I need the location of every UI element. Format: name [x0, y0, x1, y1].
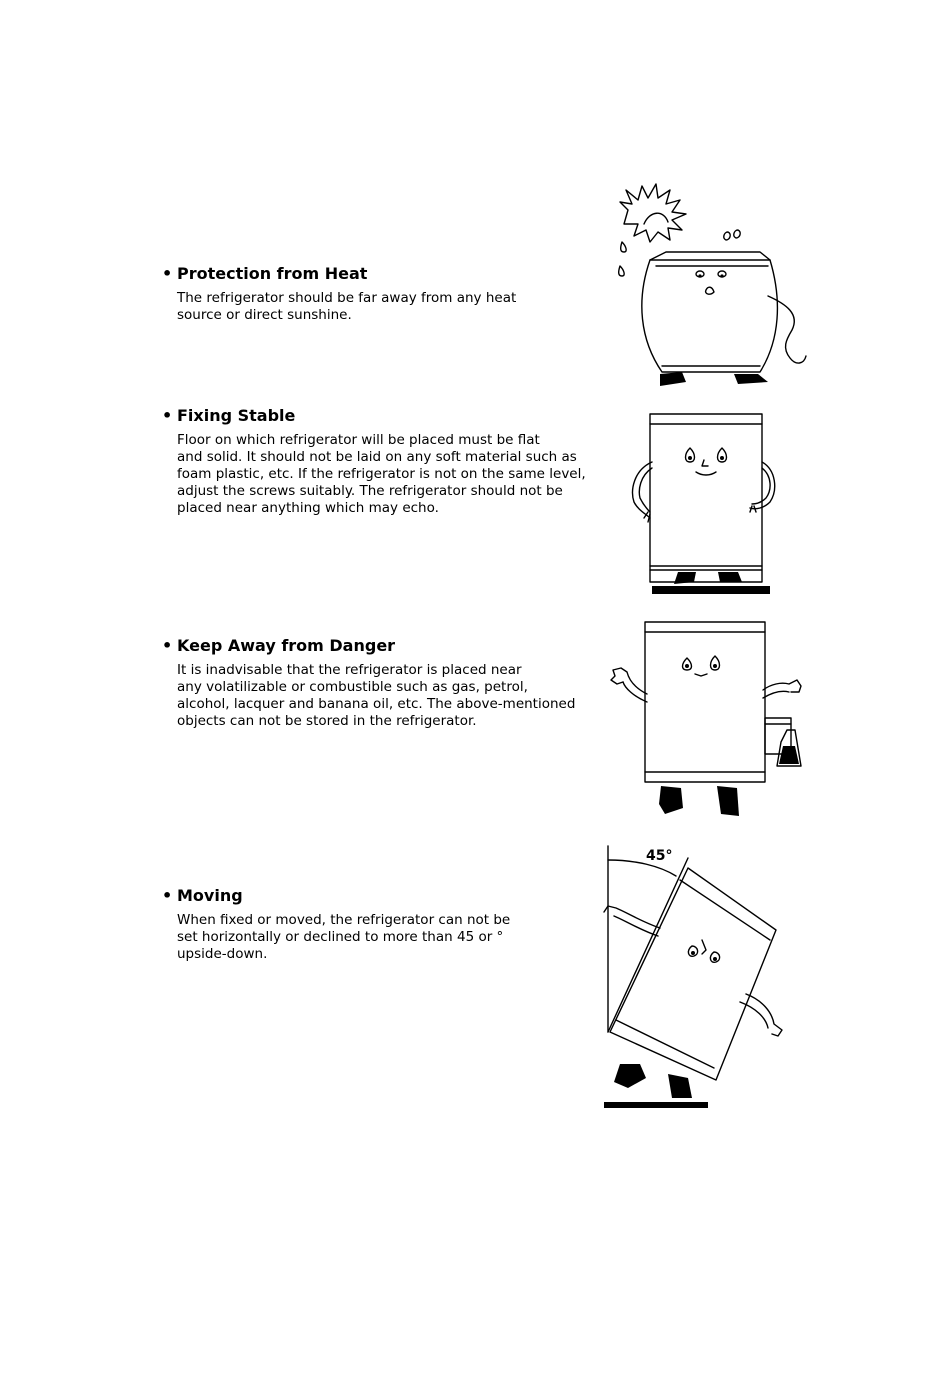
- heading-text: Moving: [177, 886, 243, 905]
- tilted-fridge-illustration: [596, 836, 796, 1112]
- section-body: [177, 290, 570, 324]
- section-heading: [160, 264, 570, 284]
- body-line: upside-down.: [177, 946, 268, 962]
- bullet: •: [162, 406, 173, 425]
- section-body: [177, 662, 576, 730]
- body-line: and solid. It should not be laid on any soft material such as: [177, 449, 577, 465]
- heading-text: Protection from Heat: [177, 264, 368, 283]
- section-keep-away-from-danger: [160, 636, 576, 730]
- angle-label: 45°: [646, 848, 673, 864]
- bullet: •: [162, 636, 173, 655]
- section-body: [177, 432, 586, 517]
- section-heading: [160, 886, 570, 906]
- section-fixing-stable: [160, 406, 586, 517]
- section-body: [177, 912, 570, 963]
- section-heading: [160, 636, 570, 656]
- body-line: placed near anything which may echo.: [177, 500, 439, 516]
- section-heading: [160, 406, 570, 426]
- body-line: objects can not be stored in the refrigerator.: [177, 713, 477, 729]
- body-line: adjust the screws suitably. The refrigerator should not be: [177, 483, 563, 499]
- bullet: •: [162, 264, 173, 283]
- body-line: It is inadvisable that the refrigerator is placed near: [177, 662, 522, 678]
- stable-fridge-illustration: [630, 410, 780, 598]
- heading-text: Fixing Stable: [177, 406, 296, 425]
- danger-fridge-illustration: [605, 618, 810, 822]
- body-line: any volatilizable or combustible such as gas, petrol,: [177, 679, 528, 695]
- section-moving: [160, 886, 570, 963]
- body-line: Floor on which refrigerator will be placed must be flat: [177, 432, 540, 448]
- body-line: source or direct sunshine.: [177, 307, 352, 323]
- section-protection-from-heat: [160, 264, 570, 324]
- body-line: When fixed or moved, the refrigerator can not be: [177, 912, 511, 928]
- body-line: foam plastic, etc. If the refrigerator is not on the same level,: [177, 466, 586, 482]
- heading-text: Keep Away from Danger: [177, 636, 396, 655]
- bullet: •: [162, 886, 173, 905]
- body-line: alcohol, lacquer and banana oil, etc. The above-mentioned: [177, 696, 576, 712]
- hot-fridge-illustration: [610, 180, 810, 392]
- body-line: The refrigerator should be far away from any heat: [177, 290, 517, 306]
- body-line: set horizontally or declined to more than 45 or °: [177, 929, 504, 945]
